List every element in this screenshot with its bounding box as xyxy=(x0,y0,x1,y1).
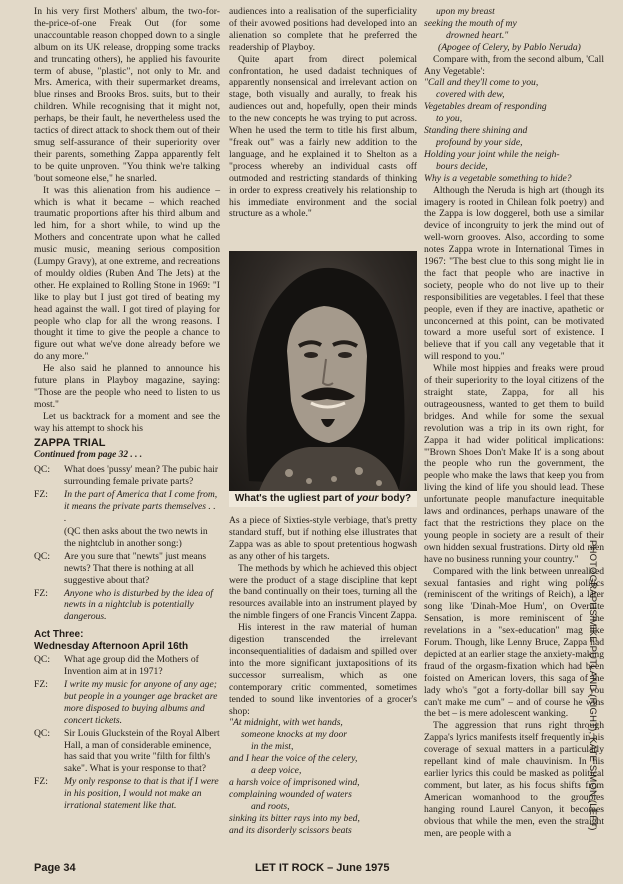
caption-emphasis: your xyxy=(356,493,379,504)
transcript-line xyxy=(34,679,220,727)
transcript-text: What does 'pussy' mean? The pubic hair surrounding female private parts? xyxy=(64,464,219,488)
caption-text: What's the ugliest part of xyxy=(234,493,357,504)
poem-line: upon my breast xyxy=(436,6,495,17)
poem-line: a deep voice, xyxy=(251,765,302,777)
article-paragraph: While most hippies and freaks were proud of their superiority to the loyal citizens of the straight state, Zappa, for all his outrageousness, wanted to get them to build bridges. And while for some the sexual revolution was a trip in its own right, for Zappa it had wider political implications: "'Brown Shoes Don't Make It' is a song about the people who run the government, the people who make the laws that keep you from living the kind of life you should lead. These unfortunate people manufacture inequitable laws and ordinances, perhaps unaware of the fact that the restrictions they place on the young people in society are a result of their own hidden sexual frustrations. Dirty old men have no business running your country." xyxy=(424,363,604,565)
transcript-text: Are you sure that "newts" just means newts? That there is nothing at all suggestive about that? xyxy=(64,550,207,586)
article-paragraph: In his very first Mothers' album, the two-for-the-price-of-one Freak Out (for some unaccountable reason chopped down to a single album on its UK release, dropping some tracks and truncating others), he applied his favourite term of abuse, "plastic", not only to Mr. and Mrs. America, with their supermarket dreams, blue rinses and Brooks Bros. suits, but to their children. While recognising that it might not, perhaps, be their fault, he nevertheless used the tactics of direct attack to shock them out of their smug self-assurance of their superiority over their parents, something Zappa apparently felt to be quite unproven. "You think we're talking 'bout someone else," he snarled. xyxy=(34,6,220,184)
article-paragraph: Let us backtrack for a moment and see the way his attempt to shock his xyxy=(34,410,220,434)
transcript-line xyxy=(34,464,220,488)
speaker-label: QC: xyxy=(34,654,50,666)
poem-line: drowned heart." xyxy=(446,29,509,41)
speaker-label: FZ: xyxy=(34,587,48,599)
poem-line: covered with dew, xyxy=(436,89,505,101)
poem-line: complaining wounded of waters xyxy=(229,788,352,800)
speaker-label: QC: xyxy=(34,550,50,562)
article-paragraph: He also said he planned to announce his future plans in Playboy magazine, saying: "Those are the people who need to listen to us most." xyxy=(34,363,220,410)
poem-line: and I hear the voice of the celery, xyxy=(229,753,358,765)
article-paragraph: Although the Neruda is high art (though its imagery is rooted in Chilean folk poetry) and the Zappa is low doggerel, both use a similar device of incongruity to jerk the mind out of well-worn grooves. Also, according to some notes Zappa wrote in International Times in 1967: "The best clue to this song might lie in the fact that people who are inactive in society, people who do not live up to their responsibilities are vegetables. I feel that these people, even if they are inactive, apathetic or unconcerned at this point, can be motivated toward a more useful sort of existence. I believe that if you call any vegetable that it will respond to you." xyxy=(424,184,604,363)
article-paragraph: Compare with, from the second album, 'Call Any Vegetable': xyxy=(424,53,604,77)
poem-line: "Call and they'll come to you, xyxy=(424,77,539,89)
poem-line: and roots, xyxy=(251,800,290,812)
transcript-text: What age group did the Mothers of Invention aim at in 1971? xyxy=(64,654,199,678)
portrait-illustration xyxy=(229,251,417,491)
article-paragraph: Quite apart from direct polemical confrontation, he used dadaist techniques of apparently nonsensical and irrelevant action on stage, both visually and aurally, to freak his audiences out and, hopefully, open their minds to the new concepts he was trying to put across. When he used the term to title his first album, "freak out" was a fairly new addition to the language, and he explained it to Shelton as a "process whereby an individual casts off outmoded and restricting standards of thinking in order to express creatively his relationship to his immediate environment and the social structure as a whole." xyxy=(229,53,417,220)
poem-line: profound by your side, xyxy=(436,136,523,148)
poem-line: Why is a vegetable something to hide? xyxy=(424,172,572,184)
poem-line: Holding your joint while the neigh- xyxy=(424,148,560,160)
speaker-label: FZ: xyxy=(34,776,48,788)
poem-line: bours decide, xyxy=(436,160,488,172)
transcript-line xyxy=(34,728,220,776)
trial-continued-note: Continued from page 32 . . . xyxy=(34,449,143,460)
speaker-label: FZ: xyxy=(34,679,48,691)
transcript-text: (QC then asks about the two newts in the nightclub in another song:) xyxy=(64,525,208,549)
act-heading: Act Three: xyxy=(34,629,84,641)
poem-citation: (Apogee of Celery, by Pablo Neruda) xyxy=(438,41,581,53)
poem-line: Standing there shining and xyxy=(424,125,528,137)
poem-line: seeking the mouth of my xyxy=(424,17,517,29)
transcript-text: Anyone who is disturbed by the idea of newts in a nightclub is potentially dangerous. xyxy=(64,587,213,623)
article-paragraph: The aggression that runs right through Zappa's lyrics manifests itself frequently in his coverage of sexual matters in a particularly repellant kind of male chauvinism. In his earlier lyrics this could be masked as political comment, but later, as his focus shifts from American womanhood to the groupies hanging round Laurel Canyon, it becomes obvious that while the men, even the straight men, are people with a xyxy=(424,720,604,839)
article-paragraph: As a piece of Sixties-style verbiage, that's pretty standard stuff, but if nothing else illustrates that Zappa was as able to spout pretentious hogwash as any other of his targets. xyxy=(229,515,417,562)
transcript-text: Sir Louis Gluckstein of the Royal Albert Hall, a man of considerable eminence, has said that you write "filth for filth's sake". What is your response to that? xyxy=(64,727,220,775)
column-middle-top xyxy=(229,6,417,220)
poem-line: a harsh voice of imprisoned wind, xyxy=(229,776,360,788)
poem-line: someone knocks at my door xyxy=(241,729,348,741)
column-right xyxy=(424,6,604,839)
transcript-line xyxy=(34,776,220,812)
transcript-line xyxy=(34,551,220,587)
transcript-text: In the part of America that I come from, it means the private parts themselves . . . xyxy=(64,489,218,525)
magazine-issue: LET IT ROCK – June 1975 xyxy=(255,862,390,874)
act-date: Wednesday Afternoon April 16th xyxy=(34,640,189,652)
transcript-text: I write my music for anyone of any age; but people in a younger age bracket are more disposed to buying albums and concert tickets. xyxy=(64,679,218,726)
poem-line: "At midnight, with wet hands, xyxy=(229,717,343,729)
poem-line: to you, xyxy=(436,113,463,125)
article-paragraph: Compared with the link between unrealised sexual fantasies and right wing politics (reminiscent of the writings of Reich), a later song like 'Dinah-Moe Hum', on Overnite Sensation, is more reminiscent of the revelations in a "sex-education" mag like Forum. Though, like Lenny Bruce, Zappa had depicted at an earlier stage the anxiety-making fraud of the orgasm-fixation which had been foisted on American lovers, this saga of the lady who's "got a forty-dollar bill say you can't make me cum" – and of course he wins the bet – is mere adolescent wanking. xyxy=(424,565,604,720)
transcript-line xyxy=(34,654,220,678)
photo-credit: PHOTOGRAPHS/MIKE PUTLAND (RIGHT), KATE SIMON (LEFT) xyxy=(587,540,598,831)
column-left xyxy=(34,6,220,813)
photo-caption xyxy=(229,491,417,507)
transcript-line xyxy=(34,489,220,525)
portrait-photo xyxy=(229,251,417,491)
trial-heading: ZAPPA TRIAL xyxy=(34,436,106,449)
speaker-label xyxy=(34,526,64,550)
transcript-text: My only response to that is that if I were in his position, I would not make an irrational statement like that. xyxy=(64,776,219,812)
caption-text: body? xyxy=(378,493,412,504)
article-paragraph: audiences into a realisation of the superficiality of their avowed positions had developed into an alienation so complete that he preferred the readership of Playboy. xyxy=(229,6,417,53)
article-paragraph: The methods by which he achieved this object were the product of a stage discipline that kept the band continually on their toes, turning all the resources available into an instrument played by the nimble fingers of one Francis Vincent Zappa. xyxy=(229,562,417,622)
poem-line: in the mist, xyxy=(251,741,294,753)
page-footer xyxy=(0,858,623,878)
speaker-label: QC: xyxy=(34,464,50,476)
speaker-label: QC: xyxy=(34,727,50,739)
speaker-label: FZ: xyxy=(34,489,48,501)
poem-line: sinking its bitter rays into my bed, xyxy=(229,812,360,824)
column-middle-bottom xyxy=(229,515,417,836)
article-paragraph: It was this alienation from his audience – which is what it became – which reached traumatic proportions after his third album and led him, for a short while, to wind up the Mothers and concentrate upon what he called music music, meaning serious composition (Lumpy Gravy), at one extreme, and recreations of mouldy oldies (Ruben And The Jets) at the other. He explained to Rolling Stone in 1969: "I like to play but I just got tired of beating my head against the wall. I got tired of playing for people who clap for all the wrong reasons. I thought it time to give the people a chance to figure out what we've done already before we do any more." xyxy=(34,184,220,363)
page-number: Page 34 xyxy=(34,862,76,874)
transcript-line xyxy=(34,588,220,624)
poem-line: and its disorderly scissors beats xyxy=(229,824,352,836)
article-paragraph: His interest in the raw material of human digestion transcended the irrelevant inconsequentialities of dadaism and spilled over into the more significant juxtapositions of its successor surrealism, which as one contemporary critic commented, sometimes tended to sound like inventories of a grocer's shop: xyxy=(229,622,417,717)
poem-line: Vegetables dream of responding xyxy=(424,101,547,113)
transcript-line xyxy=(34,526,220,550)
